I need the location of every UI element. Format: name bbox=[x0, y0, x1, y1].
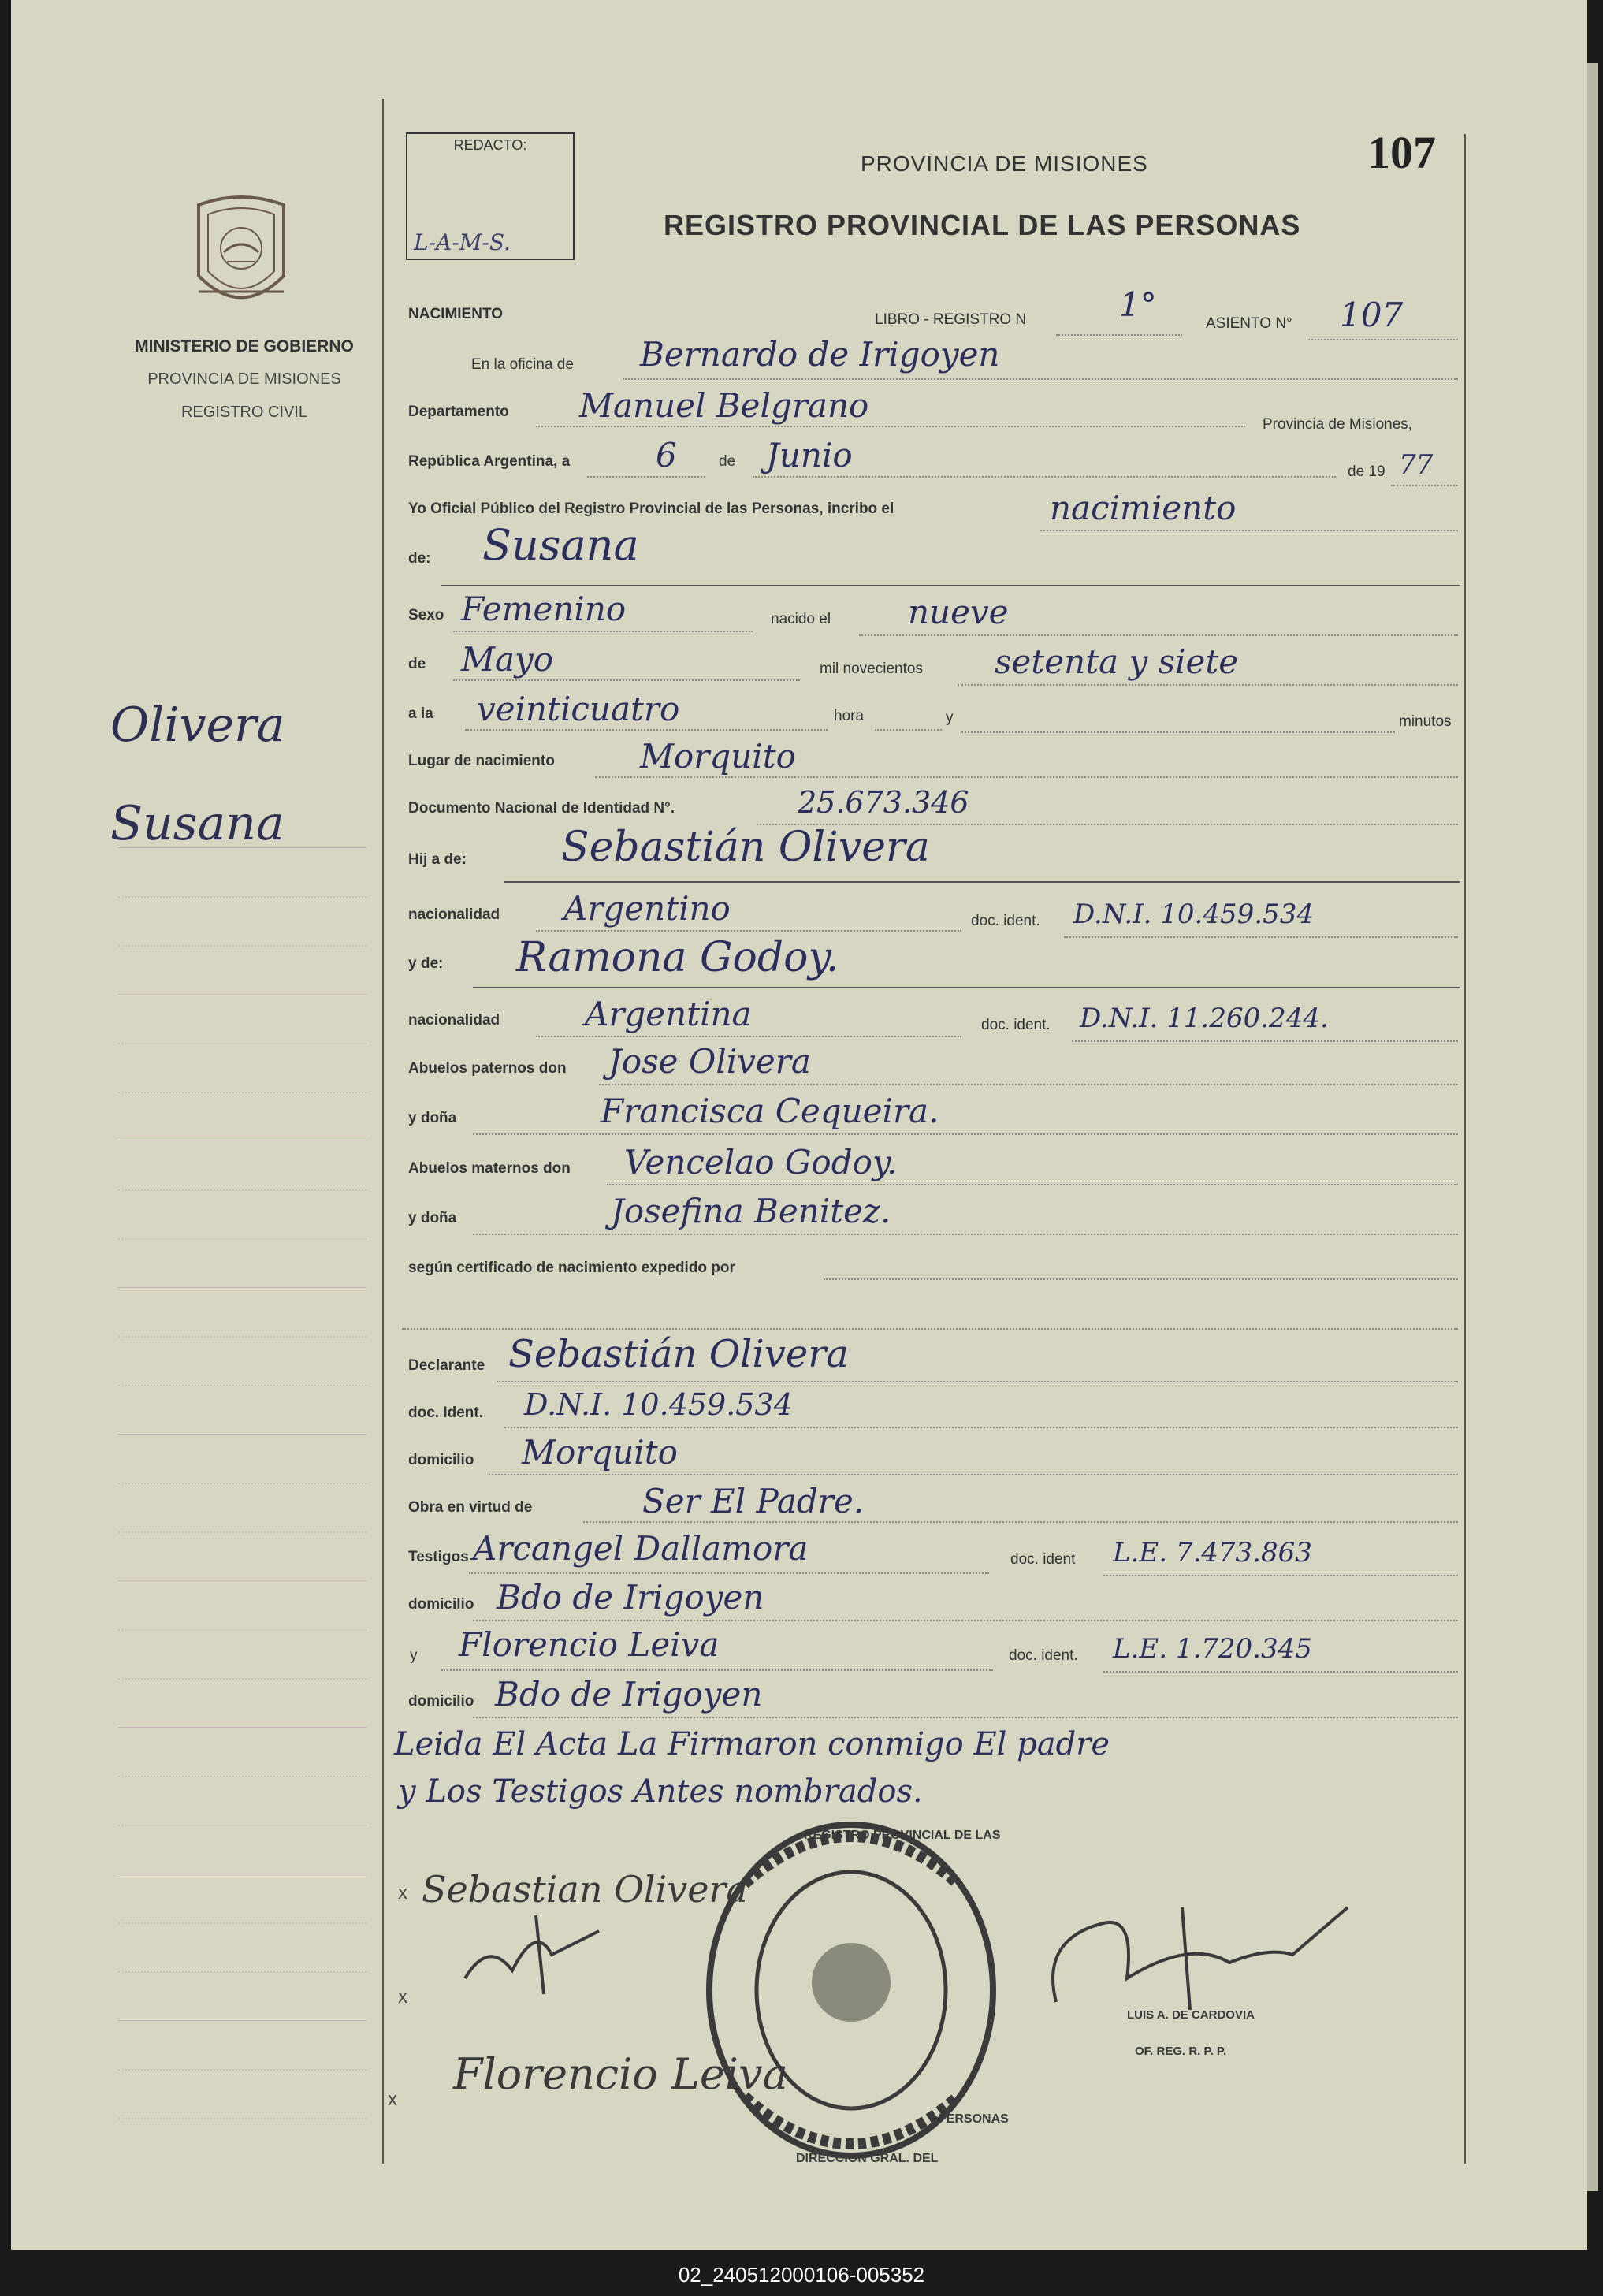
madre-line bbox=[473, 987, 1460, 988]
hija-de-label: Hij a de: bbox=[408, 851, 467, 868]
segun-dotted-line-2 bbox=[402, 1328, 1458, 1330]
testigo1-dotted-line bbox=[469, 1572, 989, 1575]
declarante-doc-value: D.N.I. 10.459.534 bbox=[524, 1387, 793, 1422]
left-ruled-line bbox=[118, 1727, 366, 1729]
padre-doc-value: D.N.I. 10.459.534 bbox=[1073, 899, 1314, 930]
abuelo-paterno-dotted-line bbox=[599, 1084, 1458, 1086]
abuela-materna-dotted-line bbox=[473, 1234, 1458, 1236]
testigo1-domicilio-dotted-line bbox=[473, 1620, 1458, 1622]
left-ruled-line bbox=[118, 1336, 366, 1338]
madre-doc-dotted-line bbox=[1072, 1040, 1458, 1043]
left-ruled-line bbox=[118, 1825, 366, 1827]
sexo-label: Sexo bbox=[408, 607, 444, 623]
redacto-label: REDACTO: bbox=[453, 137, 527, 153]
provincial-crest-emblem bbox=[183, 189, 299, 319]
nacido-value: nueve bbox=[908, 593, 1009, 631]
nacido-dotted-line bbox=[859, 634, 1458, 637]
left-ruled-line bbox=[118, 1092, 366, 1094]
left-ruled-line bbox=[118, 847, 366, 849]
right-border-line bbox=[1464, 134, 1466, 2164]
hora-value: veinticuatro bbox=[477, 690, 680, 728]
redacto-box bbox=[406, 132, 575, 260]
sexo-dotted-line bbox=[453, 631, 753, 633]
left-ruled-line bbox=[118, 1922, 366, 1925]
declarante-label: Declarante bbox=[408, 1357, 485, 1374]
madre-nac-value: Argentina bbox=[585, 995, 752, 1033]
departamento-dotted-line bbox=[536, 426, 1245, 428]
abuelos-maternos-label: Abuelos maternos don bbox=[408, 1160, 571, 1177]
asiento-label: ASIENTO N° bbox=[1206, 315, 1292, 332]
lugar-label: Lugar de nacimiento bbox=[408, 753, 555, 769]
left-ruled-line bbox=[118, 1678, 366, 1680]
nacimiento-label: NACIMIENTO bbox=[408, 306, 503, 322]
testigo2-doc-label: doc. ident. bbox=[1009, 1647, 1078, 1664]
year-dotted-line bbox=[1391, 485, 1458, 487]
abuelo-materno-dotted-line bbox=[607, 1184, 1458, 1186]
abuelos-paternos-label: Abuelos paternos don bbox=[408, 1060, 567, 1077]
declarante-domicilio-dotted-line bbox=[489, 1474, 1458, 1476]
left-ruled-line bbox=[118, 1874, 366, 1875]
testigo1-doc-dotted-line bbox=[1103, 1575, 1458, 1577]
anio-nac-value: setenta y siete bbox=[995, 642, 1239, 681]
segun-dotted-line bbox=[824, 1278, 1458, 1281]
x-mark-1: x bbox=[398, 1882, 407, 1903]
obra-label: Obra en virtud de bbox=[408, 1499, 533, 1516]
left-ruled-line bbox=[118, 1238, 366, 1241]
republica-label: República Argentina, a bbox=[408, 453, 571, 470]
signature-declarante: Sebastian Olivera bbox=[422, 1868, 748, 1911]
obra-dotted-line bbox=[583, 1521, 1458, 1524]
testigo1-doc-label: doc. ident bbox=[1010, 1551, 1076, 1568]
year-value: 77 bbox=[1399, 449, 1434, 481]
nombre-label: de: bbox=[408, 550, 431, 567]
page-edge bbox=[1587, 63, 1598, 2191]
padre-doc-label: doc. ident. bbox=[971, 913, 1040, 929]
x-mark-2: x bbox=[398, 1986, 407, 2008]
padre-nac-dotted-line bbox=[536, 930, 961, 932]
testigo2-doc-dotted-line bbox=[1103, 1671, 1458, 1673]
abuela-materna-label: y doña bbox=[408, 1210, 457, 1226]
hora-value-dotted-line bbox=[465, 729, 828, 731]
testigo2-domicilio-value: Bdo de Irigoyen bbox=[495, 1675, 763, 1714]
left-ruled-line bbox=[118, 1483, 366, 1485]
left-ruled-line bbox=[118, 1287, 366, 1289]
page-number: 107 bbox=[1367, 127, 1436, 178]
left-ruled-line bbox=[118, 2118, 366, 2120]
margin-surname: Olivera bbox=[110, 698, 285, 753]
oficina-label: En la oficina de bbox=[471, 356, 574, 373]
anio-dotted-line bbox=[958, 684, 1458, 687]
padre-nac-value: Argentino bbox=[563, 889, 731, 928]
padre-doc-dotted-line bbox=[1064, 936, 1458, 939]
signature-scribble-1 bbox=[457, 1907, 615, 2002]
x-mark-3: x bbox=[388, 2089, 397, 2110]
leida-line-2: y Los Testigos Antes nombrados. bbox=[398, 1773, 923, 1810]
official-signature bbox=[1032, 1892, 1363, 2049]
declarante-domicilio-value: Morquito bbox=[522, 1433, 678, 1472]
civil-registry-title: REGISTRO CIVIL bbox=[180, 404, 308, 421]
libro-label: LIBRO - REGISTRO N bbox=[875, 311, 1027, 328]
official-name-line-2: OF. REG. R. P. P. bbox=[1135, 2045, 1227, 2058]
acto-value: nacimiento bbox=[1050, 489, 1237, 527]
seal-bottom-text: DIRECCION GRAL. DEL bbox=[796, 2152, 939, 2165]
madre-doc-label: doc. ident. bbox=[981, 1017, 1051, 1033]
padre-value: Sebastián Olivera bbox=[561, 824, 930, 871]
asiento-value: 107 bbox=[1340, 296, 1404, 334]
departamento-value: Manuel Belgrano bbox=[579, 386, 869, 425]
testigo1-doc-value: L.E. 7.473.863 bbox=[1113, 1537, 1312, 1568]
month-value: Junio bbox=[766, 436, 853, 474]
abuelo-paterno-value: Jose Olivera bbox=[608, 1042, 811, 1081]
margin-line bbox=[382, 99, 384, 2164]
hora-dotted-line bbox=[875, 729, 942, 731]
sexo-value: Femenino bbox=[461, 590, 627, 628]
padre-line bbox=[504, 881, 1460, 883]
abuela-paterna-value: Francisca Cequeira. bbox=[601, 1092, 939, 1130]
margin-given-name: Susana bbox=[110, 796, 285, 851]
nacido-label: nacido el bbox=[771, 611, 831, 627]
left-ruled-line bbox=[118, 2020, 366, 2022]
libro-dotted-line bbox=[1056, 334, 1182, 337]
declarante-dotted-line bbox=[497, 1381, 1458, 1383]
padre-nacionalidad-label: nacionalidad bbox=[408, 906, 500, 923]
month-dotted-line bbox=[753, 476, 1336, 478]
a-la-label: a la bbox=[408, 705, 433, 722]
testigo1-value: Arcangel Dallamora bbox=[473, 1529, 809, 1568]
declarante-doc-label: doc. Ident. bbox=[408, 1405, 483, 1421]
testigo1-domicilio-label: domicilio bbox=[408, 1596, 474, 1613]
madre-nacionalidad-label: nacionalidad bbox=[408, 1012, 500, 1029]
testigo-y-label: y bbox=[410, 1647, 418, 1664]
seal-side-text: PERSONAS bbox=[938, 2112, 1009, 2126]
left-ruled-line bbox=[118, 1189, 366, 1192]
day-dotted-line bbox=[587, 476, 705, 478]
madre-value: Ramona Godoy. bbox=[516, 934, 839, 981]
left-ruled-line bbox=[118, 945, 366, 947]
registry-title: REGISTRO PROVINCIAL DE LAS PERSONAS bbox=[664, 209, 1301, 241]
dni-value: 25.673.346 bbox=[798, 785, 969, 820]
left-ruled-line bbox=[118, 1580, 366, 1582]
testigo2-dotted-line bbox=[441, 1669, 993, 1672]
nombre-value: Susana bbox=[482, 520, 639, 570]
abuela-paterna-label: y doña bbox=[408, 1110, 457, 1126]
lugar-dotted-line bbox=[595, 776, 1458, 779]
lugar-value: Morquito bbox=[640, 737, 796, 776]
mes-dotted-line bbox=[453, 679, 800, 682]
minutos-dotted-line bbox=[961, 731, 1395, 734]
left-ruled-line bbox=[118, 1043, 366, 1045]
asiento-dotted-line bbox=[1308, 339, 1458, 341]
abuela-paterna-dotted-line bbox=[473, 1133, 1458, 1136]
left-ruled-line bbox=[118, 1629, 366, 1632]
ministry-title: MINISTERIO DE GOBIERNO bbox=[135, 337, 354, 355]
madre-label: y de: bbox=[408, 955, 444, 972]
image-filename-label: 02_240512000106-005352 bbox=[678, 2263, 925, 2287]
left-ruled-line bbox=[118, 1385, 366, 1387]
dni-label: Documento Nacional de Identidad N°. bbox=[408, 800, 675, 817]
declarante-domicilio-label: domicilio bbox=[408, 1452, 474, 1468]
seal-top-text: REGISTRO PROVINCIAL DE LAS bbox=[804, 1829, 1001, 1842]
testigos-label: Testigos bbox=[408, 1549, 469, 1565]
left-ruled-line bbox=[118, 896, 366, 899]
abuelo-materno-value: Vencelao Godoy. bbox=[624, 1143, 898, 1181]
abuela-materna-value: Josefina Benitez. bbox=[611, 1192, 891, 1230]
left-ruled-line bbox=[118, 1141, 366, 1142]
year-label: de 19 bbox=[1348, 463, 1385, 480]
testigo2-domicilio-dotted-line bbox=[473, 1717, 1458, 1719]
acto-dotted-line bbox=[1040, 530, 1458, 532]
hora-label: hora bbox=[834, 708, 865, 724]
declarante-value: Sebastián Olivera bbox=[508, 1332, 849, 1376]
official-name-line-1: LUIS A. DE CARDOVIA bbox=[1127, 2008, 1255, 2022]
left-ruled-line bbox=[118, 2069, 366, 2071]
redacto-initials: L-A-M-S. bbox=[414, 229, 511, 255]
mes-label: de bbox=[408, 656, 426, 672]
departamento-label: Departamento bbox=[408, 404, 509, 420]
segun-certificado-label: según certificado de nacimiento expedido por bbox=[408, 1260, 735, 1276]
madre-doc-value: D.N.I. 11.260.244. bbox=[1080, 1003, 1329, 1034]
madre-nac-dotted-line bbox=[536, 1036, 961, 1038]
province-title: PROVINCIA DE MISIONES bbox=[861, 151, 1148, 176]
y-label: y bbox=[946, 709, 954, 726]
left-ruled-line bbox=[118, 1776, 366, 1778]
libro-value: 1° bbox=[1119, 285, 1157, 324]
obra-value: Ser El Padre. bbox=[642, 1482, 865, 1520]
yo-oficial-text: Yo Oficial Público del Registro Provincial de las Personas, incribo el bbox=[408, 501, 894, 517]
testigo1-domicilio-value: Bdo de Irigoyen bbox=[497, 1578, 764, 1617]
oficina-value: Bernardo de Irigoyen bbox=[640, 335, 1000, 374]
provincia-label: Provincia de Misiones, bbox=[1263, 416, 1413, 433]
minutos-label: minutos bbox=[1399, 713, 1452, 730]
nombre-line bbox=[441, 585, 1460, 586]
left-province-title: PROVINCIA DE MISIONES bbox=[147, 370, 341, 388]
declarante-doc-dotted-line bbox=[504, 1427, 1458, 1429]
left-ruled-line bbox=[118, 1434, 366, 1435]
leida-line-1: Leida El Acta La Firmaron conmigo El padre bbox=[394, 1726, 1110, 1762]
de-label: de bbox=[719, 453, 736, 470]
testigo2-domicilio-label: domicilio bbox=[408, 1693, 474, 1710]
left-ruled-line bbox=[118, 994, 366, 995]
day-value: 6 bbox=[656, 436, 677, 474]
testigo2-doc-value: L.E. 1.720.345 bbox=[1113, 1633, 1312, 1665]
mes-nac-value: Mayo bbox=[461, 640, 554, 679]
testigo2-value: Florencio Leiva bbox=[459, 1625, 720, 1664]
oficina-dotted-line bbox=[623, 378, 1458, 381]
signature-testigo: Florencio Leiva bbox=[453, 2049, 788, 2099]
left-ruled-line bbox=[118, 1531, 366, 1534]
left-ruled-line bbox=[118, 1971, 366, 1974]
mil-novecientos-label: mil novecientos bbox=[820, 661, 923, 677]
